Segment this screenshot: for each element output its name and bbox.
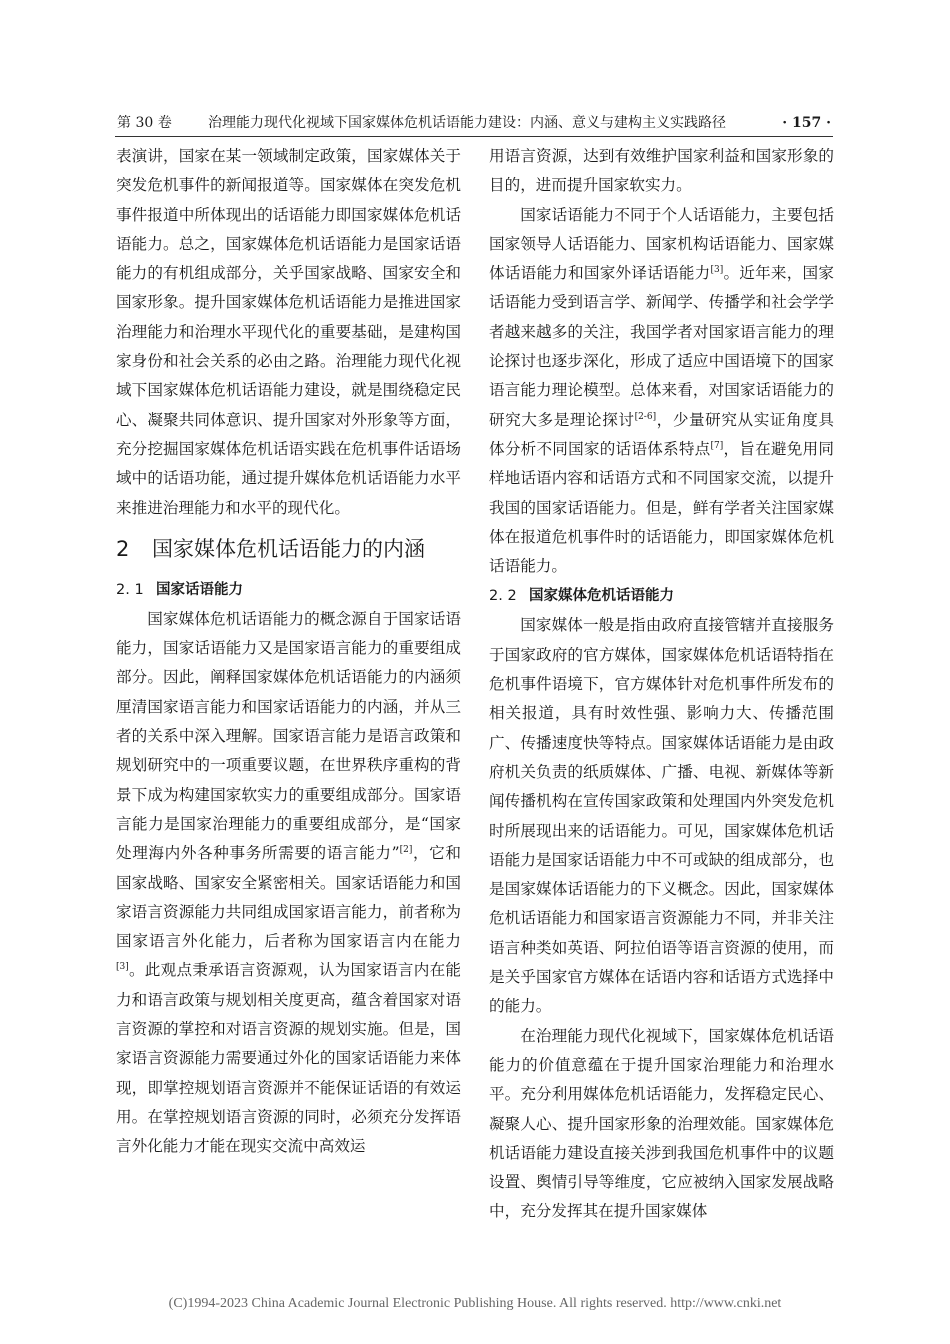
citation: [2] xyxy=(399,845,413,856)
text-run: 。此观点秉承语言资源观，认为国家语言内在能力和语言政策与规划相关度更高，蕴含着国家对语言资源的掌控和对语言资源的规划实施。但是，国家语言资源能力需要通过外化的国家话语能力来体现，即掌控规划语言资源并不能保证话语的有效运用。在掌控规划语言资源的同时，必须充分发挥语言外化能力才能在现实交流中高效运 xyxy=(116,961,461,1156)
subsection-heading-2-2 xyxy=(489,581,834,611)
text-run: 国家媒体危机话语能力的概念源自于国家话语能力，国家话语能力又是国家语言能力的重要组成部分。因此，阐释国家媒体危机话语能力的内涵须厘清国家语言能力和国家话语能力的内涵，并从三者的关系中深入理解。国家语言能力是语言政策和规划研究中的一项重要议题，在世界秩序重构的背景下成为构建国家软实力的重要组成部分。国家语言能力是国家治理能力的重要组成部分，是“国家处理海内外各种事务所需要的语言能力” xyxy=(116,609,461,863)
paragraph-media-crisis: 国家媒体一般是指由政府直接管辖并直接服务于国家政府的官方媒体，国家媒体危机话语特指在危机事件语境下，官方媒体针对危机事件所发布的相关报道，具有时效性强、影响力大、传播范围广、传播速度快等特点。国家媒体话语能力是由政府机关负责的纸质媒体、广播、电视、新媒体等新闻传播机构在宣传国家政策和处理国内外突发危机时所展现出来的话语能力。可见，国家媒体危机话语能力是国家话语能力中不可或缺的组成部分，也是国家媒体话语能力的下义概念。因此，国家媒体危机话语能力和国家语言资源能力不同，并非关注语言种类如英语、阿拉伯语等语言资源的使用，而是关乎国家官方媒体在话语内容和话语方式选择中的能力。 xyxy=(489,616,834,1016)
paragraph-continued: 表演讲，国家在某一领域制定政策，国家媒体关于突发危机事件的新闻报道等。国家媒体在突发危机事件报道中所体现出的话语能力即国家媒体危机话语能力。总之，国家媒体危机话语能力是国家话语能力的有机组成部分，关乎国家战略、国家安全和国家形象。提升国家媒体危机话语能力是推进国家治理能力和治理水平现代化的重要基础，是建构国家身份和社会关系的必由之路。治理能力现代化视域下国家媒体危机话语能力建设，就是围绕稳定民心、凝聚共同体意识、提升国家对外形象等方面，充分挖掘国家媒体危机话语实践在危机事件话语场域中的话语功能，通过提升媒体危机话语能力水平来推进治理能力和水平的现代化。 xyxy=(116,147,461,517)
subsection-number: 2. 2 xyxy=(489,588,517,605)
copyright-footer: (C)1994-2023 China Academic Journal Electronic Publishing House. All rights reserved. http://www.cnki.net xyxy=(168,1296,782,1311)
citation: [3] xyxy=(710,265,724,276)
page-number: · 157 · xyxy=(782,115,831,131)
subsection-title: 国家话语能力 xyxy=(156,581,243,598)
citation: [2-6] xyxy=(634,411,657,422)
paragraph-national-discourse xyxy=(116,605,461,1162)
citation: [7] xyxy=(710,440,724,451)
volume-label: 第 30 卷 xyxy=(117,115,172,131)
citation: [3] xyxy=(116,962,129,973)
text-run: ，旨在避免用同样地话语内容和话语方式和不同国家交流，以提升我国的国家话语能力。但是，鲜有学者关注国家媒体在报道危机事件时的话语能力，即国家媒体危机话语能力。 xyxy=(489,439,834,576)
paragraph-governance-value: 在治理能力现代化视域下，国家媒体危机话语能力的价值意蕴在于提升国家治理能力和治理水平。充分利用媒体危机话语能力，发挥稳定民心、凝聚人心、提升国家形象的治理效能。国家媒体危机话语能力建设直接关涉到我国危机事件中的议题设置、舆情引导等维度，它应被纳入国家发展战略中，充分发挥其在提升国家媒体 xyxy=(489,1026,834,1221)
paragraph-continued: 用语言资源，达到有效维护国家利益和国家形象的目的，进而提升国家软实力。 xyxy=(489,147,834,195)
left-column xyxy=(116,142,461,1162)
right-column xyxy=(489,142,834,1227)
paragraph-discourse-types xyxy=(489,201,834,582)
subsection-heading-2-1 xyxy=(116,575,461,605)
section-heading-2 xyxy=(116,531,461,567)
text-run: ，少量研究从实证角度具体分析不同国家的话语体系特点 xyxy=(489,410,834,458)
subsection-number: 2. 1 xyxy=(116,581,144,598)
running-header xyxy=(115,112,833,137)
section-number: 2 xyxy=(116,536,130,561)
text-run: ，它和国家战略、国家安全紧密相关。国家话语能力和国家语言资源能力共同组成国家语言能力，前者称为国家语言外化能力，后者称为国家语言内在能力 xyxy=(116,844,461,951)
text-run: 国家话语能力不同于个人话语能力，主要包括国家领导人话语能力、国家机构话语能力、国家媒体话语能力和国家外译话语能力 xyxy=(489,205,834,283)
section-title: 国家媒体危机话语能力的内涵 xyxy=(152,536,425,561)
running-title: 治理能力现代化视域下国家媒体危机话语能力建设：内涵、意义与建构主义实践路径 xyxy=(208,115,726,131)
subsection-title: 国家媒体危机话语能力 xyxy=(529,588,674,605)
text-run: 。近年来，国家话语能力受到语言学、新闻学、传播学和社会学学者越来越多的关注，我国学者对国家语言能力的理论探讨也逐步深化，形成了适应中国语境下的国家语言能力理论模型。总体来看，对国家话语能力的研究大多是理论探讨 xyxy=(489,264,834,429)
